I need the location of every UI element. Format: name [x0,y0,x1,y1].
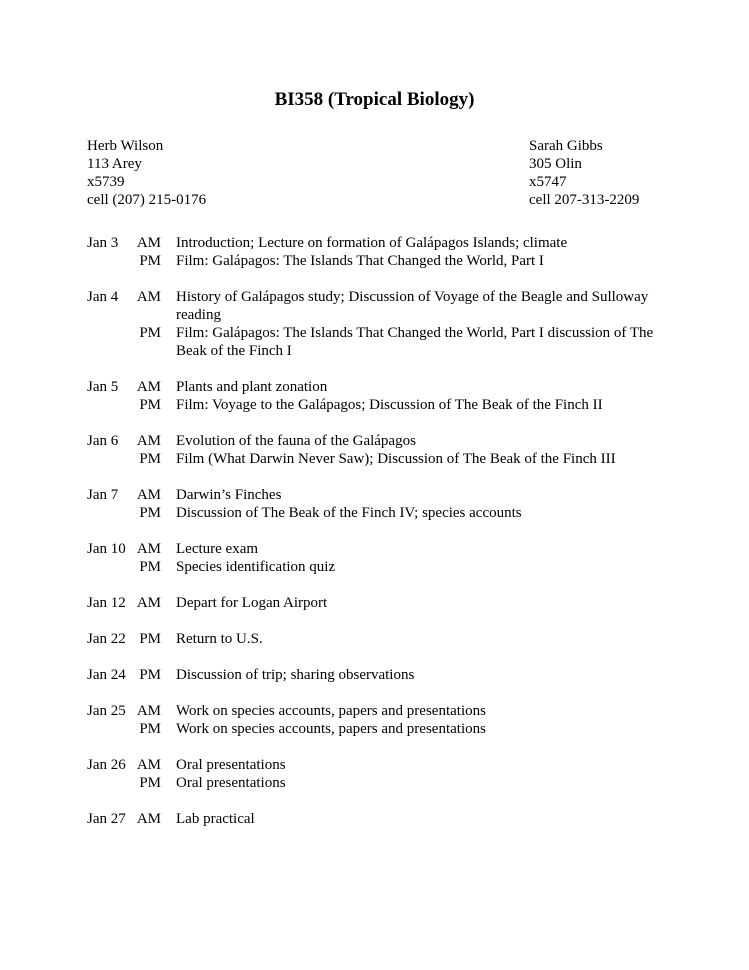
schedule-list [87,234,687,846]
schedule-session-description: Lab practical [176,811,255,827]
schedule-session-label: AM [136,487,161,503]
schedule-date-column [87,594,176,612]
schedule-date: Jan 7 [87,487,119,503]
schedule-description-column [176,432,687,468]
schedule-date: Jan 6 [87,433,119,449]
document-title: BI358 (Tropical Biology) [274,89,475,110]
schedule-entry [87,666,687,684]
schedule-date: Jan 27 [87,811,126,827]
schedule-session-label: PM [139,667,161,683]
schedule-session-description: Discussion of The Beak of the Finch IV; species accounts [176,505,522,521]
schedule-date-line [87,486,161,504]
schedule-session-description: Film: Voyage to the Galápagos; Discussion of The Beak of the Finch II [176,397,603,413]
schedule-description-column [176,630,687,648]
schedule-date-line [87,234,161,252]
schedule-session-description: Film: Galápagos: The Islands That Changed the World, Part I discussion of The Beak of the Finch I [176,325,654,359]
schedule-session-label: PM [139,505,161,521]
schedule-date-line [87,288,161,306]
instructor-contact-right [529,137,749,209]
instructor-extension: x5739 [87,174,125,190]
schedule-date-column [87,234,176,270]
schedule-entry [87,702,687,738]
schedule-date: Jan 5 [87,379,119,395]
schedule-date: Jan 10 [87,541,126,557]
schedule-date: Jan 22 [87,631,126,647]
schedule-session-label: PM [139,559,161,575]
schedule-description-column [176,378,687,414]
schedule-session-description: Film (What Darwin Never Saw); Discussion of The Beak of the Finch III [176,451,616,467]
schedule-session-label: AM [136,595,161,611]
schedule-entry [87,540,687,576]
instructor-name: Herb Wilson [87,138,164,154]
schedule-entry [87,432,687,468]
schedule-session-description: Species identification quiz [176,559,336,575]
schedule-session-description: Work on species accounts, papers and presentations [176,721,486,737]
instructor-office: 305 Olin [529,156,582,172]
schedule-date-line [87,810,161,828]
schedule-session-label: PM [139,631,161,647]
schedule-session-description: Oral presentations [176,757,286,773]
instructor-extension: x5747 [529,174,567,190]
schedule-date-column [87,666,176,684]
schedule-date-column [87,756,176,792]
schedule-session-description: History of Galápagos study; Discussion of Voyage of the Beagle and Sulloway reading [176,289,649,323]
schedule-session-label: AM [136,757,161,773]
schedule-description-column [176,594,687,612]
schedule-date-line [87,432,161,450]
schedule-description-column [176,288,687,360]
schedule-session-description: Plants and plant zonation [176,379,328,395]
schedule-description-column [176,810,687,828]
schedule-date-line [87,702,161,720]
schedule-date-column [87,540,176,576]
schedule-session-label: PM [139,397,161,413]
schedule-session-description: Oral presentations [176,775,286,791]
schedule-session-label: AM [136,541,161,557]
schedule-session-label: AM [136,433,161,449]
schedule-session-label: PM [139,325,161,341]
schedule-date-line [87,378,161,396]
schedule-date-column [87,288,176,360]
schedule-date-column [87,810,176,828]
schedule-session-description: Evolution of the fauna of the Galápagos [176,433,416,449]
schedule-date-line [87,756,161,774]
schedule-description-column [176,540,687,576]
schedule-session-description: Return to U.S. [176,631,263,647]
schedule-description-column [176,486,687,522]
schedule-description-column [176,234,687,270]
schedule-session-label: PM [139,451,161,467]
schedule-date-column [87,702,176,738]
schedule-session-label: AM [136,289,161,305]
schedule-description-column [176,702,687,738]
schedule-date: Jan 24 [87,667,126,683]
schedule-session-label: PM [139,775,161,791]
schedule-description-column [176,756,687,792]
schedule-session-description: Discussion of trip; sharing observations [176,667,415,683]
schedule-entry [87,810,687,828]
schedule-date: Jan 3 [87,235,119,251]
schedule-entry [87,594,687,612]
schedule-entry [87,234,687,270]
schedule-session-label: PM [139,721,161,737]
schedule-session-description: Introduction; Lecture on formation of Galápagos Islands; climate [176,235,568,251]
schedule-date: Jan 26 [87,757,126,773]
schedule-entry [87,378,687,414]
schedule-session-label: AM [136,703,161,719]
schedule-session-description: Darwin’s Finches [176,487,282,503]
schedule-session-description: Depart for Logan Airport [176,595,328,611]
schedule-session-description: Lecture exam [176,541,259,557]
schedule-date-line [87,594,161,612]
schedule-date-column [87,378,176,414]
instructor-cell: cell 207-313-2209 [529,192,640,208]
schedule-session-description: Work on species accounts, papers and presentations [176,703,486,719]
schedule-description-column [176,666,687,684]
schedule-session-label: AM [136,379,161,395]
schedule-entry [87,756,687,792]
schedule-entry [87,486,687,522]
schedule-session-description: Film: Galápagos: The Islands That Changed the World, Part I [176,253,544,269]
schedule-date: Jan 4 [87,289,119,305]
schedule-date-line [87,630,161,648]
schedule-session-label: AM [136,235,161,251]
schedule-date: Jan 12 [87,595,126,611]
instructor-contact-left [87,137,307,209]
instructor-name: Sarah Gibbs [529,138,603,154]
schedule-date-column [87,630,176,648]
schedule-date-column [87,486,176,522]
schedule-date: Jan 25 [87,703,126,719]
schedule-session-label: PM [139,253,161,269]
schedule-date-column [87,432,176,468]
schedule-entry [87,288,687,360]
schedule-date-line [87,540,161,558]
schedule-entry [87,630,687,648]
instructor-office: 113 Arey [87,156,142,172]
schedule-date-line [87,666,161,684]
instructor-cell: cell (207) 215-0176 [87,192,207,208]
schedule-session-label: AM [136,811,161,827]
